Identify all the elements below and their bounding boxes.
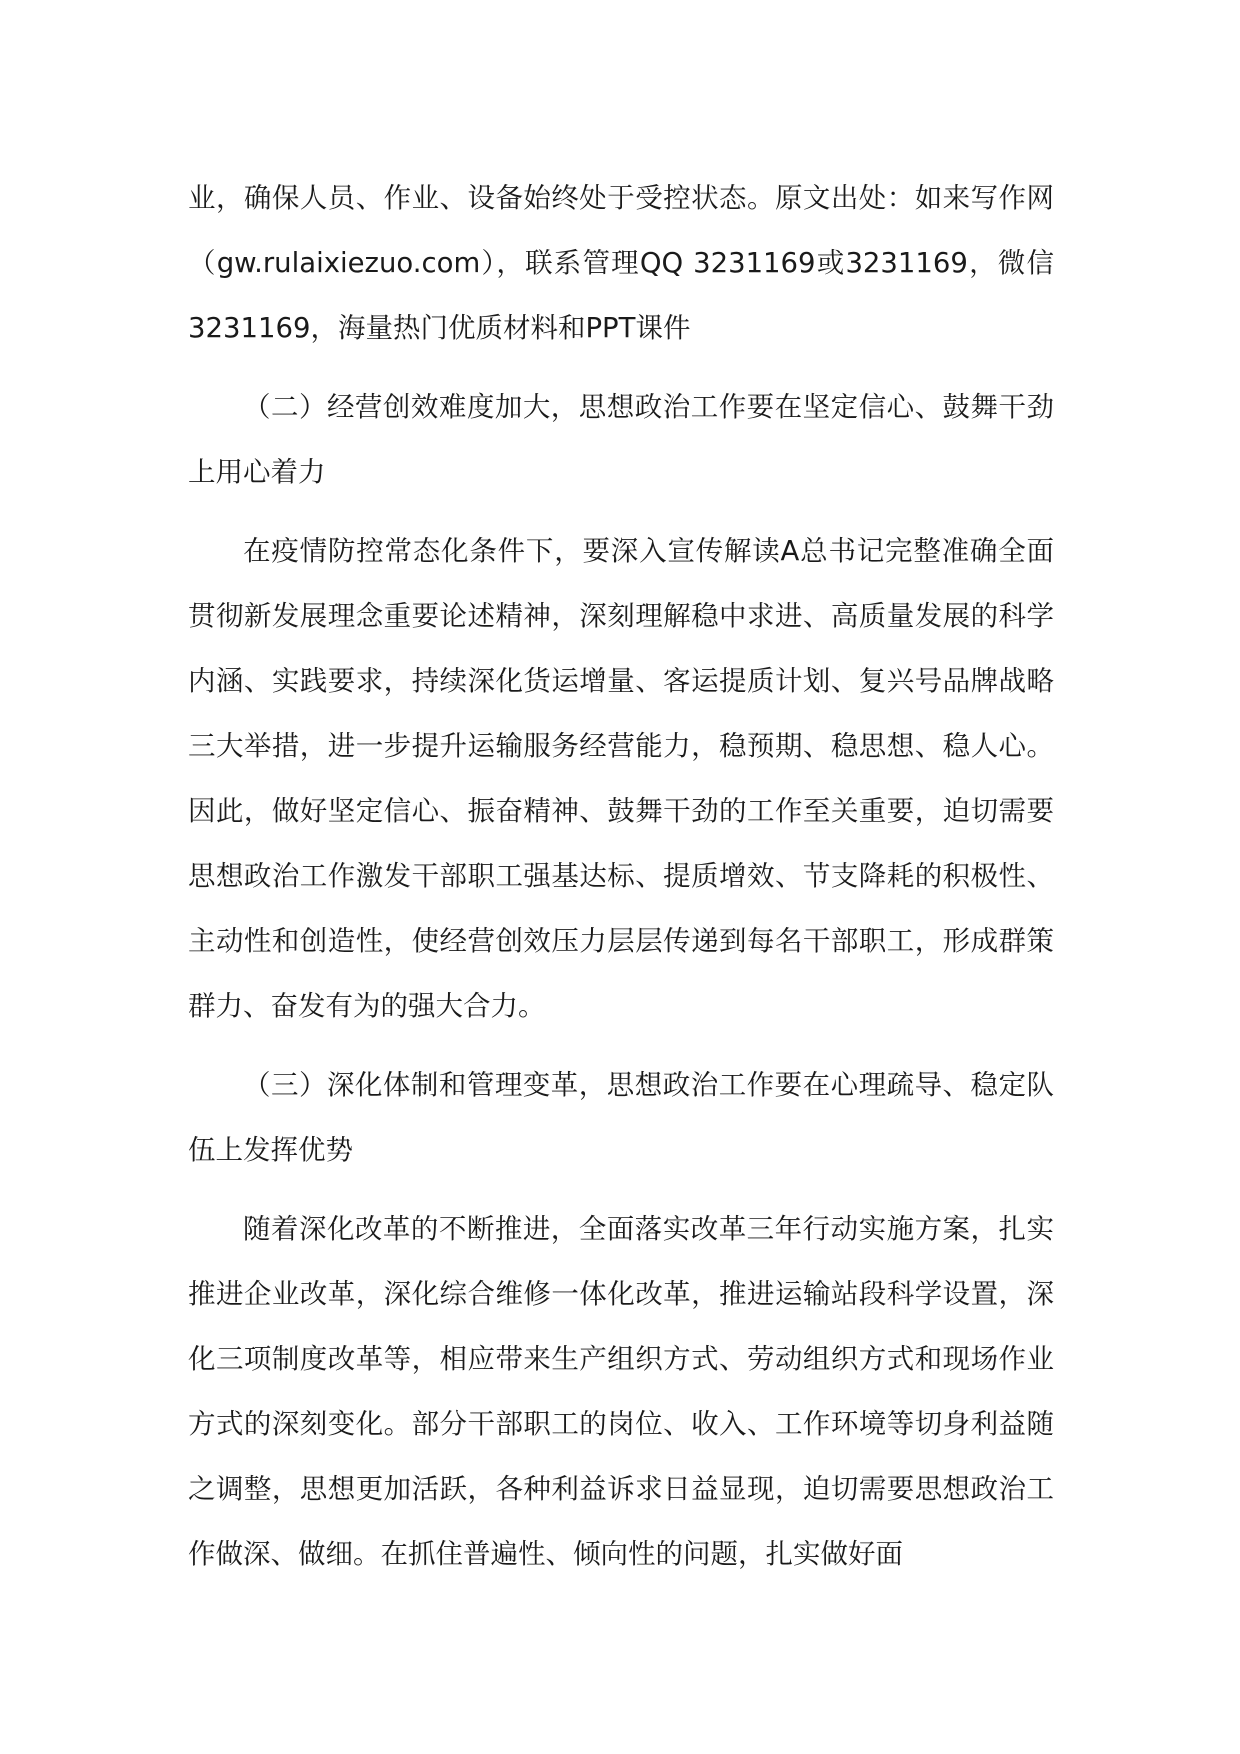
section-heading-3: （三）深化体制和管理变革，思想政治工作要在心理疏导、稳定队伍上发挥优势: [188, 1069, 1054, 1166]
paragraph-body-2: 在疫情防控常态化条件下，要深入宣传解读A总书记完整准确全面贯彻新发展理念重要论述精神，深刻理解稳中求进、高质量发展的科学内涵、实践要求，持续深化货运增量、客运提质计划、复兴号品牌战略三大举措，进一步提升运输服务经营能力，稳预期、稳思想、稳人心。因此，做好坚定信心、振奋精神、鼓舞干劲的工作至关重要，迫切需要思想政治工作激发干部职工强基达标、提质增效、节支降耗的积极性、主动性和创造性，使经营创效压力层层传递到每名干部职工，形成群策群力、奋发有为的强大合力。: [188, 535, 1054, 1022]
paragraph-continuation: 业，确保人员、作业、设备始终处于受控状态。原文出处：如来写作网（gw.rulaixiezuo.com），联系管理QQ 3231169或3231169，微信3231169，海量热门优质材料和PPT课件: [188, 182, 1054, 344]
section-heading-2: （二）经营创效难度加大，思想政治工作要在坚定信心、鼓舞干劲上用心着力: [188, 391, 1054, 488]
paragraph-body-3: 随着深化改革的不断推进，全面落实改革三年行动实施方案，扎实推进企业改革，深化综合维修一体化改革，推进运输站段科学设置，深化三项制度改革等，相应带来生产组织方式、劳动组织方式和现场作业方式的深刻变化。部分干部职工的岗位、收入、工作环境等切身利益随之调整，思想更加活跃，各种利益诉求日益显现，迫切需要思想政治工作做深、做细。在抓住普遍性、倾向性的问题，扎实做好面: [188, 1213, 1054, 1570]
document-body: [188, 166, 1054, 1587]
